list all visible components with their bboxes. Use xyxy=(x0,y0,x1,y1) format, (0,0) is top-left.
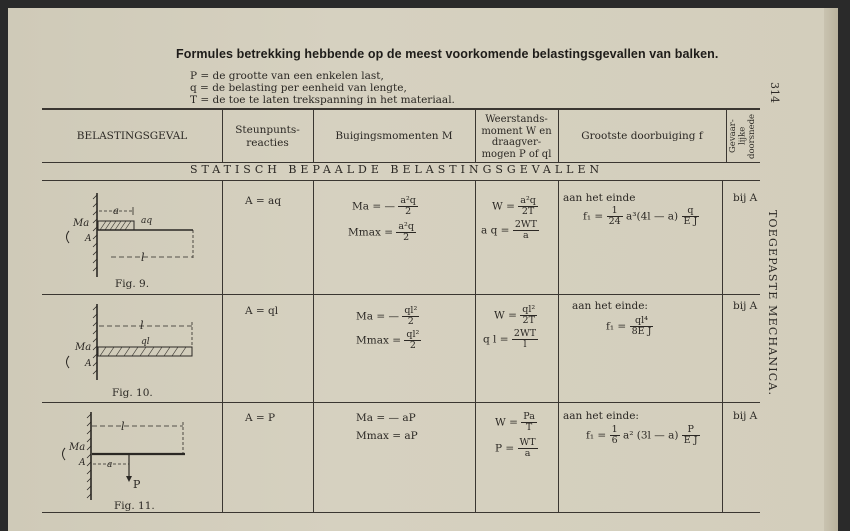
row1-w2-lhs: a q = xyxy=(481,224,510,237)
row3-d-mid: a² (3l — a) xyxy=(622,429,679,442)
row3-w2-lhs: P = xyxy=(495,442,515,455)
legend-line-1: P = de grootte van een enkelen last, xyxy=(190,70,384,82)
row2-w2-den: l xyxy=(523,339,527,350)
row3-d-d2: E J xyxy=(683,435,698,446)
fig11-label-l: l xyxy=(121,420,125,433)
row1-w2-den: a xyxy=(523,230,529,241)
fig9-label-a: a xyxy=(113,206,119,217)
row3-d-lhs: f₁ = xyxy=(586,429,607,442)
row3-d-n2: P xyxy=(682,425,700,436)
row1-d-d1: 24 xyxy=(608,216,621,227)
row2-danger: bij A xyxy=(733,300,758,312)
col-header-support-l2: reacties xyxy=(246,136,289,149)
figure-9-diagram xyxy=(55,185,215,290)
row2-reaction: A = ql xyxy=(245,305,279,317)
row3-w2-num: WT xyxy=(519,437,536,448)
row2-deflection-note: aan het einde: xyxy=(572,300,648,312)
row1-m1-num: a²q xyxy=(400,195,416,206)
row-rule-3 xyxy=(42,512,760,513)
fig10-label-A: A xyxy=(85,359,92,369)
col-rule xyxy=(475,181,476,512)
row2-w1-num: ql² xyxy=(522,304,536,315)
row1-d-n2: q xyxy=(682,206,700,217)
fig11-label-A: A xyxy=(79,458,86,468)
row2-m2-num: ql² xyxy=(406,329,420,340)
row3-capacity xyxy=(495,438,538,459)
row2-moment-max xyxy=(356,330,421,351)
fig10-label-M: Ma xyxy=(75,342,92,353)
col-rule xyxy=(722,181,723,512)
legend-line-3: T = de toe te laten trekspanning in het materiaal. xyxy=(190,94,455,106)
fig9-label-A: A xyxy=(85,234,92,244)
row3-danger: bij A xyxy=(733,410,758,422)
row1-w2-num: 2WT xyxy=(514,219,537,230)
page-number: 314 xyxy=(768,82,781,103)
row2-m1-den: 2 xyxy=(407,316,414,327)
row2-w1-lhs: W = xyxy=(494,309,517,322)
row1-m1-lhs: Ma = — xyxy=(352,200,395,213)
col-header-support xyxy=(222,124,313,149)
row3-w1-lhs: W = xyxy=(495,416,518,429)
figure-10-caption: Fig. 10. xyxy=(112,387,153,399)
fig9-label-l: l xyxy=(141,251,145,264)
figure-11-caption: Fig. 11. xyxy=(114,500,155,512)
row1-d-d2: E J xyxy=(683,216,698,227)
row2-d-d1: 8E J xyxy=(631,326,652,337)
row3-w1-num: Pa xyxy=(523,411,535,422)
row1-danger: bij A xyxy=(733,192,758,204)
row3-d-n1: 1 xyxy=(611,424,618,435)
row1-deflection-note: aan het einde xyxy=(563,192,636,204)
row1-moment-a xyxy=(352,196,418,217)
section-title: STATISCH BEPAALDE BELASTINGSGEVALLEN xyxy=(190,163,604,176)
row2-m2-den: 2 xyxy=(409,340,416,351)
fig11-label-M: Ma xyxy=(69,442,86,453)
row1-d-n1: 1 xyxy=(607,206,623,217)
col-header-danger: Gevaar-lijke doorsnede xyxy=(728,113,757,159)
running-header: TOEGEPASTE MECHANICA. xyxy=(766,210,779,397)
page-edge xyxy=(824,8,838,531)
row2-moment-a xyxy=(356,306,419,327)
row2-deflection xyxy=(606,316,653,337)
row2-m1-lhs: Ma = — xyxy=(356,310,399,323)
row3-deflection xyxy=(586,425,700,446)
figure-11-diagram xyxy=(55,408,215,508)
row2-capacity xyxy=(483,329,538,350)
row3-d-d1: 6 xyxy=(611,435,618,446)
fig11-label-P: P xyxy=(133,478,141,491)
col-header-moment: Buigingsmomenten M xyxy=(335,130,453,142)
table-top-rule xyxy=(42,108,760,110)
row3-moment-max: Mmax = aP xyxy=(356,430,418,442)
row1-reaction: A = aq xyxy=(245,195,282,207)
row1-resist-w xyxy=(492,196,538,217)
fig10-label-l: l xyxy=(140,319,144,332)
row1-w1-den: 2T xyxy=(521,206,535,217)
row2-d-n1: ql⁴ xyxy=(630,316,654,327)
row1-d-lhs: f₁ = xyxy=(583,210,604,223)
row2-m1-num: ql² xyxy=(404,305,418,316)
row2-w2-num: 2WT xyxy=(513,328,537,339)
row-rule-2 xyxy=(42,402,760,403)
col-header-resist-l1: Weerstands- xyxy=(485,114,548,125)
row1-capacity xyxy=(481,220,539,241)
row1-m1-den: 2 xyxy=(405,206,412,217)
row1-m2-lhs: Mmax = xyxy=(348,226,394,239)
row2-w1-den: 2T xyxy=(522,315,535,326)
col-rule xyxy=(313,181,314,512)
fig11-label-a: a xyxy=(107,460,113,470)
page-title: Formules betrekking hebbende op de meest voorkomende belastingsgevallen van balken. xyxy=(176,47,719,61)
col-header-resist-l4: mogen P of ql xyxy=(481,148,552,160)
col-header-resist xyxy=(475,114,558,160)
col-rule xyxy=(726,110,727,162)
row3-w2-den: a xyxy=(524,448,531,459)
col-header-case: BELASTINGSGEVAL xyxy=(76,130,188,142)
row3-reaction: A = P xyxy=(245,412,276,424)
row3-resist-w xyxy=(495,412,537,433)
col-rule xyxy=(222,181,223,512)
row2-d-lhs: f₁ = xyxy=(606,320,627,333)
row1-w1-num: a²q xyxy=(520,195,536,206)
row2-m2-lhs: Mmax = xyxy=(356,334,402,347)
fig9-label-M: Ma xyxy=(73,218,90,229)
row3-moment-a: Ma = — aP xyxy=(356,412,416,424)
row1-w1-lhs: W = xyxy=(492,200,515,213)
col-header-resist-l3: draagver- xyxy=(491,137,542,148)
row2-resist-w xyxy=(494,305,537,326)
row1-deflection xyxy=(583,206,699,227)
row1-d-mid: a³(4l — a) xyxy=(626,210,679,223)
col-header-support-l1: Steunpunts- xyxy=(235,124,300,136)
fig9-label-aq: aq xyxy=(141,216,153,226)
row3-w1-den: T xyxy=(525,422,533,433)
figure-10-diagram xyxy=(55,300,215,390)
row1-moment-max xyxy=(348,222,416,243)
fig10-label-ql: ql xyxy=(141,337,150,347)
row-rule-1 xyxy=(42,294,760,295)
legend-line-2: q = de belasting per eenheid van lengte, xyxy=(190,82,407,94)
row1-m2-den: 2 xyxy=(403,232,410,243)
section-rule xyxy=(42,180,760,181)
col-rule xyxy=(558,181,559,512)
col-header-resist-l2: moment W en xyxy=(481,125,552,137)
col-header-deflection: Grootste doorbuiging f xyxy=(581,130,703,142)
figure-9-caption: Fig. 9. xyxy=(115,278,150,290)
row2-w2-lhs: q l = xyxy=(483,333,509,346)
row3-deflection-note: aan het einde: xyxy=(563,410,639,422)
row1-m2-num: a²q xyxy=(398,221,414,232)
